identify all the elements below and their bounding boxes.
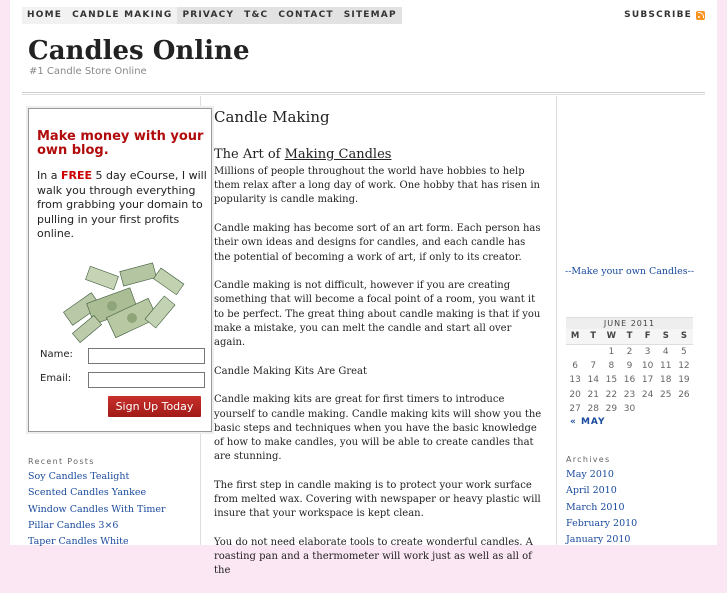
archives-heading: Archives <box>566 455 611 464</box>
calendar-day: 13 <box>569 375 581 386</box>
archive-link[interactable]: January 2010 <box>566 534 631 546</box>
site-title[interactable]: Candles Online <box>28 36 250 66</box>
calendar-widget <box>566 317 693 417</box>
calendar-day: 3 <box>644 346 651 357</box>
calendar-day: 29 <box>605 404 618 415</box>
recent-post-link[interactable]: Soy Candles Tealight <box>28 471 130 482</box>
recent-post-link[interactable]: Taper Candles White <box>28 536 129 548</box>
money-bills-image <box>59 261 189 343</box>
name-label: Name: <box>40 349 73 360</box>
calendar-weekday: S <box>675 329 693 344</box>
calendar-caption: JUNE 2011 <box>566 317 693 329</box>
calendar-day <box>639 402 657 417</box>
making-candles-link[interactable]: Making Candles <box>284 147 392 162</box>
post-title: Candle Making <box>214 108 330 126</box>
calendar-day: 10 <box>641 360 654 371</box>
ad-headline: Make money with your own blog. <box>37 129 204 158</box>
calendar-day: 20 <box>569 389 581 400</box>
nav-contact[interactable]: CONTACT <box>273 7 338 24</box>
calendar-week <box>566 402 693 417</box>
post-subheading <box>214 147 544 165</box>
nav-sitemap[interactable]: SITEMAP <box>339 7 402 24</box>
post-section-heading: Candle Making Kits Are Great <box>214 365 367 377</box>
ad-body <box>37 169 207 242</box>
calendar-day: 19 <box>678 375 690 386</box>
calendar-day: 7 <box>590 360 597 371</box>
column-divider-right <box>556 96 557 545</box>
nav-home[interactable]: HOME <box>27 10 63 20</box>
recent-posts-heading: Recent Posts <box>28 457 95 466</box>
calendar-week <box>566 344 693 359</box>
calendar-day: 2 <box>626 346 633 357</box>
calendar-day: 6 <box>572 360 578 371</box>
sign-up-button[interactable]: Sign Up Today <box>108 396 201 417</box>
calendar-day: 9 <box>626 360 633 371</box>
calendar-day: 28 <box>587 404 599 415</box>
calendar-day: 5 <box>681 346 687 357</box>
calendar-day: 1 <box>608 346 615 357</box>
nav-privacy[interactable]: PRIVACY <box>177 7 239 24</box>
calendar-weekday: W <box>602 329 620 344</box>
name-input[interactable] <box>88 348 205 364</box>
calendar-day: 4 <box>662 346 669 357</box>
ad-body-free: FREE <box>60 169 92 182</box>
calendar-day: 14 <box>587 375 599 386</box>
email-label: Email: <box>40 373 72 384</box>
post-paragraph: The first step in candle making is to protect your work surface from melted wax. Covering with newspaper or heavy plastic will insure that your workspace is kept clean. <box>214 479 541 520</box>
site-tagline: #1 Candle Store Online <box>29 66 147 77</box>
calendar-day: 25 <box>660 389 672 400</box>
calendar-day: 8 <box>608 360 615 371</box>
calendar-day: 23 <box>623 389 636 400</box>
calendar-day <box>566 344 584 359</box>
header-divider <box>22 92 705 95</box>
archives-list <box>566 467 637 548</box>
post-paragraph: You do not need elaborate tools to create wonderful candles. A roasting pan and a thermometer will work just as well as all of the <box>214 537 533 577</box>
main-content <box>214 108 544 593</box>
calendar-day: 24 <box>641 389 654 400</box>
calendar-day: 12 <box>678 360 690 371</box>
recent-post-link[interactable]: Pillar Candles 3×6 <box>28 519 119 531</box>
email-input[interactable] <box>88 372 205 388</box>
post-subheading-text: The Art of <box>214 147 285 162</box>
calendar-day: 30 <box>623 404 636 415</box>
recent-post-link[interactable]: Window Candles With Timer <box>28 503 166 515</box>
calendar-weekday: F <box>639 329 657 344</box>
calendar-day: 16 <box>623 375 636 386</box>
ad-body-pre: In a <box>37 169 61 182</box>
calendar-day: 11 <box>660 360 672 371</box>
calendar-day: 17 <box>641 375 654 386</box>
top-nav <box>22 7 402 24</box>
rss-icon <box>696 11 705 20</box>
calendar-day: 26 <box>678 389 690 400</box>
post-paragraph: Millions of people throughout the world have hobbies to help them relax after a long day of work. One hobby that has risen in popularity is candle making. <box>214 166 540 206</box>
calendar-table <box>566 329 693 417</box>
ad-body-post: 5 day eCourse, I will walk you through everything from grabbing your domain to pulling in your first profits online. <box>37 169 207 240</box>
post-paragraph: Candle making has become sort of an art form. Each person has their own ideas and designs for candles, and each candle has the potential of becoming a work of art, if only to its creator. <box>214 223 541 263</box>
calendar-day <box>675 402 693 417</box>
post-paragraph: Candle making kits are great for first timers to introduce yourself to candle making. Candle making kits will show you the basic steps and techniques when you have the basic knowledge of how to make candles, you will be able to create candles that are stunning. <box>214 394 542 463</box>
calendar-weekday: M <box>566 329 584 344</box>
calendar-prev-month-link[interactable]: « MAY <box>570 417 606 427</box>
make-your-own-candles-link[interactable]: --Make your own Candles-- <box>565 266 695 277</box>
calendar-day: 15 <box>605 375 618 386</box>
calendar-weekday: S <box>657 329 675 344</box>
recent-post-link[interactable]: Scented Candles Yankee <box>28 487 147 499</box>
subscribe-link[interactable] <box>624 10 705 20</box>
page <box>10 0 717 577</box>
calendar-day: 27 <box>569 404 581 415</box>
calendar-day: 22 <box>605 389 618 400</box>
subscribe-label: SUBSCRIBE <box>624 10 692 20</box>
nav-candle-making[interactable]: CANDLE MAKING <box>72 10 173 20</box>
ad-optin-box <box>28 108 212 432</box>
post-paragraph: Candle making is not difficult, however if you are creating something that will become a focal point of a room, you want it to be perfect. The great thing about candle making is that if you make a mistake, you can melt the candle and start all over again. <box>214 280 541 349</box>
calendar-day <box>657 402 675 417</box>
recent-posts-list <box>28 469 166 550</box>
calendar-day: 21 <box>587 389 599 400</box>
archive-link[interactable]: April 2010 <box>566 485 617 497</box>
calendar-day <box>584 344 602 359</box>
archive-link[interactable]: May 2010 <box>566 469 614 480</box>
nav-terms[interactable]: T&C <box>239 7 273 24</box>
calendar-week <box>566 373 693 388</box>
calendar-week <box>566 359 693 374</box>
calendar-day: 18 <box>660 375 672 386</box>
calendar-weekday: T <box>584 329 602 344</box>
archive-link[interactable]: March 2010 <box>566 501 625 513</box>
calendar-weekday: T <box>620 329 638 344</box>
archive-link[interactable]: February 2010 <box>566 517 638 529</box>
calendar-week <box>566 388 693 403</box>
